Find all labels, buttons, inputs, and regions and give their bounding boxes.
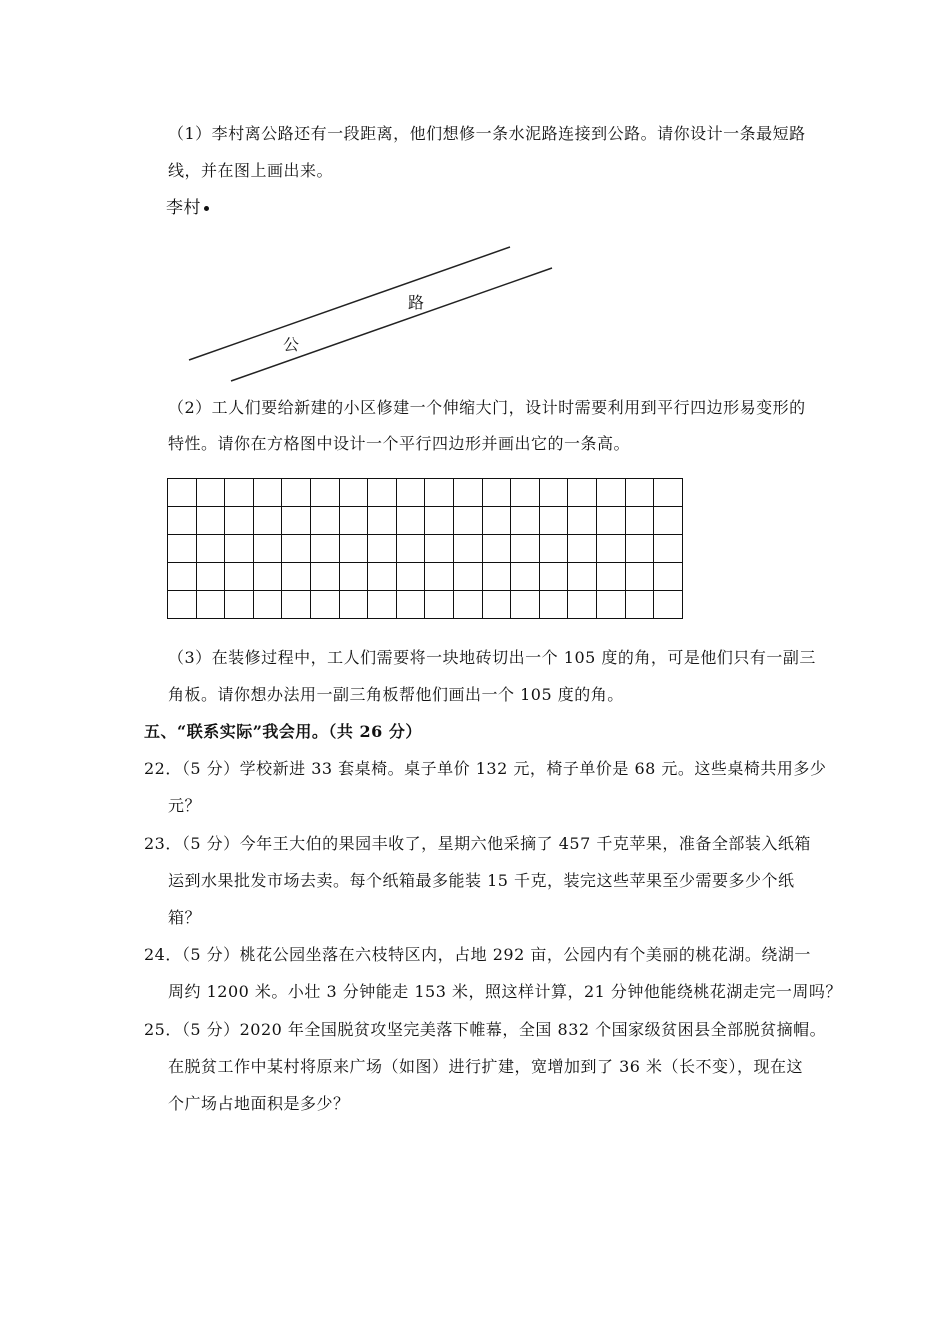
- grid-cell[interactable]: [225, 591, 254, 619]
- grid-cell[interactable]: [253, 507, 282, 535]
- grid-cell[interactable]: [596, 507, 625, 535]
- section-5-title: 五、“联系实际”我会用。（共 26 分）: [144, 722, 422, 741]
- road-figure: [185, 240, 560, 385]
- grid-cell[interactable]: [453, 507, 482, 535]
- grid-cell[interactable]: [453, 535, 482, 563]
- grid-cell[interactable]: [654, 479, 683, 507]
- grid-cell[interactable]: [625, 479, 654, 507]
- grid-row: [168, 507, 683, 535]
- grid-cell[interactable]: [282, 479, 311, 507]
- grid-cell[interactable]: [310, 563, 339, 591]
- q2-text-line-2: 特性。请你在方格图中设计一个平行四边形并画出它的一条高。: [168, 434, 631, 453]
- grid-cell[interactable]: [482, 479, 511, 507]
- p25-line-3: 个广场占地面积是多少？: [168, 1094, 350, 1113]
- grid-cell[interactable]: [482, 563, 511, 591]
- grid-cell[interactable]: [168, 591, 197, 619]
- grid-cell[interactable]: [453, 479, 482, 507]
- p25-line-1: 25．（5 分）2020 年全国脱贫攻坚完美落下帷幕，全国 832 个国家级贫困县全部脱贫摘帽。: [144, 1020, 827, 1039]
- grid-cell[interactable]: [282, 507, 311, 535]
- grid-cell[interactable]: [453, 563, 482, 591]
- p23-line-2: 运到水果批发市场去卖。每个纸箱最多能装 15 千克，装完这些苹果至少需要多少个纸: [168, 871, 795, 890]
- grid-cell[interactable]: [539, 507, 568, 535]
- grid-cell[interactable]: [596, 479, 625, 507]
- grid-cell[interactable]: [196, 563, 225, 591]
- grid-cell[interactable]: [368, 563, 397, 591]
- q1-text-line-1: （1）李村离公路还有一段距离，他们想修一条水泥路连接到公路。请你设计一条最短路: [168, 124, 806, 143]
- grid-cell[interactable]: [596, 591, 625, 619]
- grid-cell[interactable]: [282, 535, 311, 563]
- p23-line-1: 23．（5 分）今年王大伯的果园丰收了，星期六他采摘了 457 千克苹果，准备全部装入纸箱: [144, 834, 811, 853]
- grid-cell[interactable]: [425, 535, 454, 563]
- q3-text-line-2: 角板。请你想办法用一副三角板帮他们画出一个 105 度的角。: [168, 685, 624, 704]
- q3-text-line-1: （3）在装修过程中，工人们需要将一块地砖切出一个 105 度的角，可是他们只有一副三: [168, 648, 816, 667]
- grid-cell[interactable]: [511, 535, 540, 563]
- p25-line-2: 在脱贫工作中某村将原来广场（如图）进行扩建，宽增加到了 36 米（长不变），现在这: [168, 1057, 804, 1076]
- grid-cell[interactable]: [310, 507, 339, 535]
- grid-cell[interactable]: [253, 479, 282, 507]
- grid-cell[interactable]: [482, 535, 511, 563]
- grid-cell[interactable]: [568, 479, 597, 507]
- grid-cell[interactable]: [168, 507, 197, 535]
- grid-cell[interactable]: [225, 479, 254, 507]
- village-label: [166, 198, 209, 218]
- grid-cell[interactable]: [282, 591, 311, 619]
- grid-cell[interactable]: [396, 563, 425, 591]
- grid-row: [168, 535, 683, 563]
- grid-cell[interactable]: [539, 563, 568, 591]
- grid-cell[interactable]: [368, 535, 397, 563]
- road-label-gong: 公: [283, 335, 300, 354]
- grid-cell[interactable]: [511, 563, 540, 591]
- grid-cell[interactable]: [511, 507, 540, 535]
- grid-cell[interactable]: [368, 591, 397, 619]
- grid-row: [168, 591, 683, 619]
- grid-cell[interactable]: [339, 479, 368, 507]
- grid-cell[interactable]: [596, 563, 625, 591]
- grid-cell[interactable]: [396, 507, 425, 535]
- grid-cell[interactable]: [539, 591, 568, 619]
- grid-cell[interactable]: [539, 535, 568, 563]
- grid-cell[interactable]: [482, 507, 511, 535]
- grid-cell[interactable]: [396, 591, 425, 619]
- grid-cell[interactable]: [282, 563, 311, 591]
- grid-cell[interactable]: [339, 535, 368, 563]
- grid-cell[interactable]: [196, 507, 225, 535]
- village-name: 李村: [166, 198, 201, 218]
- grid-cell[interactable]: [168, 479, 197, 507]
- grid-cell[interactable]: [654, 563, 683, 591]
- grid-cell[interactable]: [654, 591, 683, 619]
- grid-cell[interactable]: [625, 535, 654, 563]
- grid-cell[interactable]: [225, 563, 254, 591]
- grid-cell[interactable]: [253, 563, 282, 591]
- grid-cell[interactable]: [339, 507, 368, 535]
- grid-cell[interactable]: [368, 507, 397, 535]
- grid-cell[interactable]: [396, 479, 425, 507]
- grid-cell[interactable]: [654, 535, 683, 563]
- grid-cell[interactable]: [310, 479, 339, 507]
- p22-line-2: 元？: [168, 796, 202, 815]
- q2-text-line-1: （2）工人们要给新建的小区修建一个伸缩大门，设计时需要利用到平行四边形易变形的: [168, 398, 806, 417]
- grid-cell[interactable]: [253, 591, 282, 619]
- grid-cell[interactable]: [253, 535, 282, 563]
- grid-cell[interactable]: [225, 535, 254, 563]
- grid-cell[interactable]: [625, 591, 654, 619]
- grid-cell[interactable]: [539, 479, 568, 507]
- p22-line-1: 22．（5 分）学校新进 33 套桌椅。桌子单价 132 元，椅子单价是 68 元。这些桌椅共用多少: [144, 759, 827, 778]
- grid-cell[interactable]: [368, 479, 397, 507]
- road-edge-upper: [189, 247, 510, 360]
- grid-cell[interactable]: [568, 563, 597, 591]
- grid-row: [168, 479, 683, 507]
- grid-row: [168, 563, 683, 591]
- grid-cell[interactable]: [168, 563, 197, 591]
- grid-cell[interactable]: [453, 591, 482, 619]
- road-label-lu: 路: [408, 293, 425, 312]
- p24-line-2: 周约 1200 米。小壮 3 分钟能走 153 米，照这样计算，21 分钟他能绕桃花湖走完一周吗？: [168, 982, 842, 1001]
- grid-cell[interactable]: [225, 507, 254, 535]
- p23-line-3: 箱？: [168, 908, 202, 927]
- grid-cell[interactable]: [654, 507, 683, 535]
- grid-cell[interactable]: [625, 563, 654, 591]
- road-edge-lower: [231, 268, 552, 381]
- grid-cell[interactable]: [425, 563, 454, 591]
- square-grid[interactable]: [167, 478, 683, 619]
- grid-cell[interactable]: [596, 535, 625, 563]
- village-dot: [204, 206, 209, 211]
- grid-cell[interactable]: [625, 507, 654, 535]
- grid-cell[interactable]: [482, 591, 511, 619]
- grid-cell[interactable]: [425, 479, 454, 507]
- grid-cell[interactable]: [339, 563, 368, 591]
- grid-cell[interactable]: [568, 535, 597, 563]
- grid-cell[interactable]: [568, 591, 597, 619]
- grid-cell[interactable]: [425, 507, 454, 535]
- grid-cell[interactable]: [511, 479, 540, 507]
- grid-cell[interactable]: [196, 591, 225, 619]
- grid-cell[interactable]: [168, 535, 197, 563]
- grid-cell[interactable]: [196, 535, 225, 563]
- p24-line-1: 24．（5 分）桃花公园坐落在六枝特区内，占地 292 亩，公园内有个美丽的桃花湖。绕湖一: [144, 945, 811, 964]
- grid-cell[interactable]: [396, 535, 425, 563]
- grid-cell[interactable]: [339, 591, 368, 619]
- q1-text-line-2: 线，并在图上画出来。: [168, 161, 334, 180]
- grid-cell[interactable]: [425, 591, 454, 619]
- grid-cell[interactable]: [511, 591, 540, 619]
- grid-cell[interactable]: [310, 535, 339, 563]
- grid-cell[interactable]: [196, 479, 225, 507]
- grid-cell[interactable]: [568, 507, 597, 535]
- grid-cell[interactable]: [310, 591, 339, 619]
